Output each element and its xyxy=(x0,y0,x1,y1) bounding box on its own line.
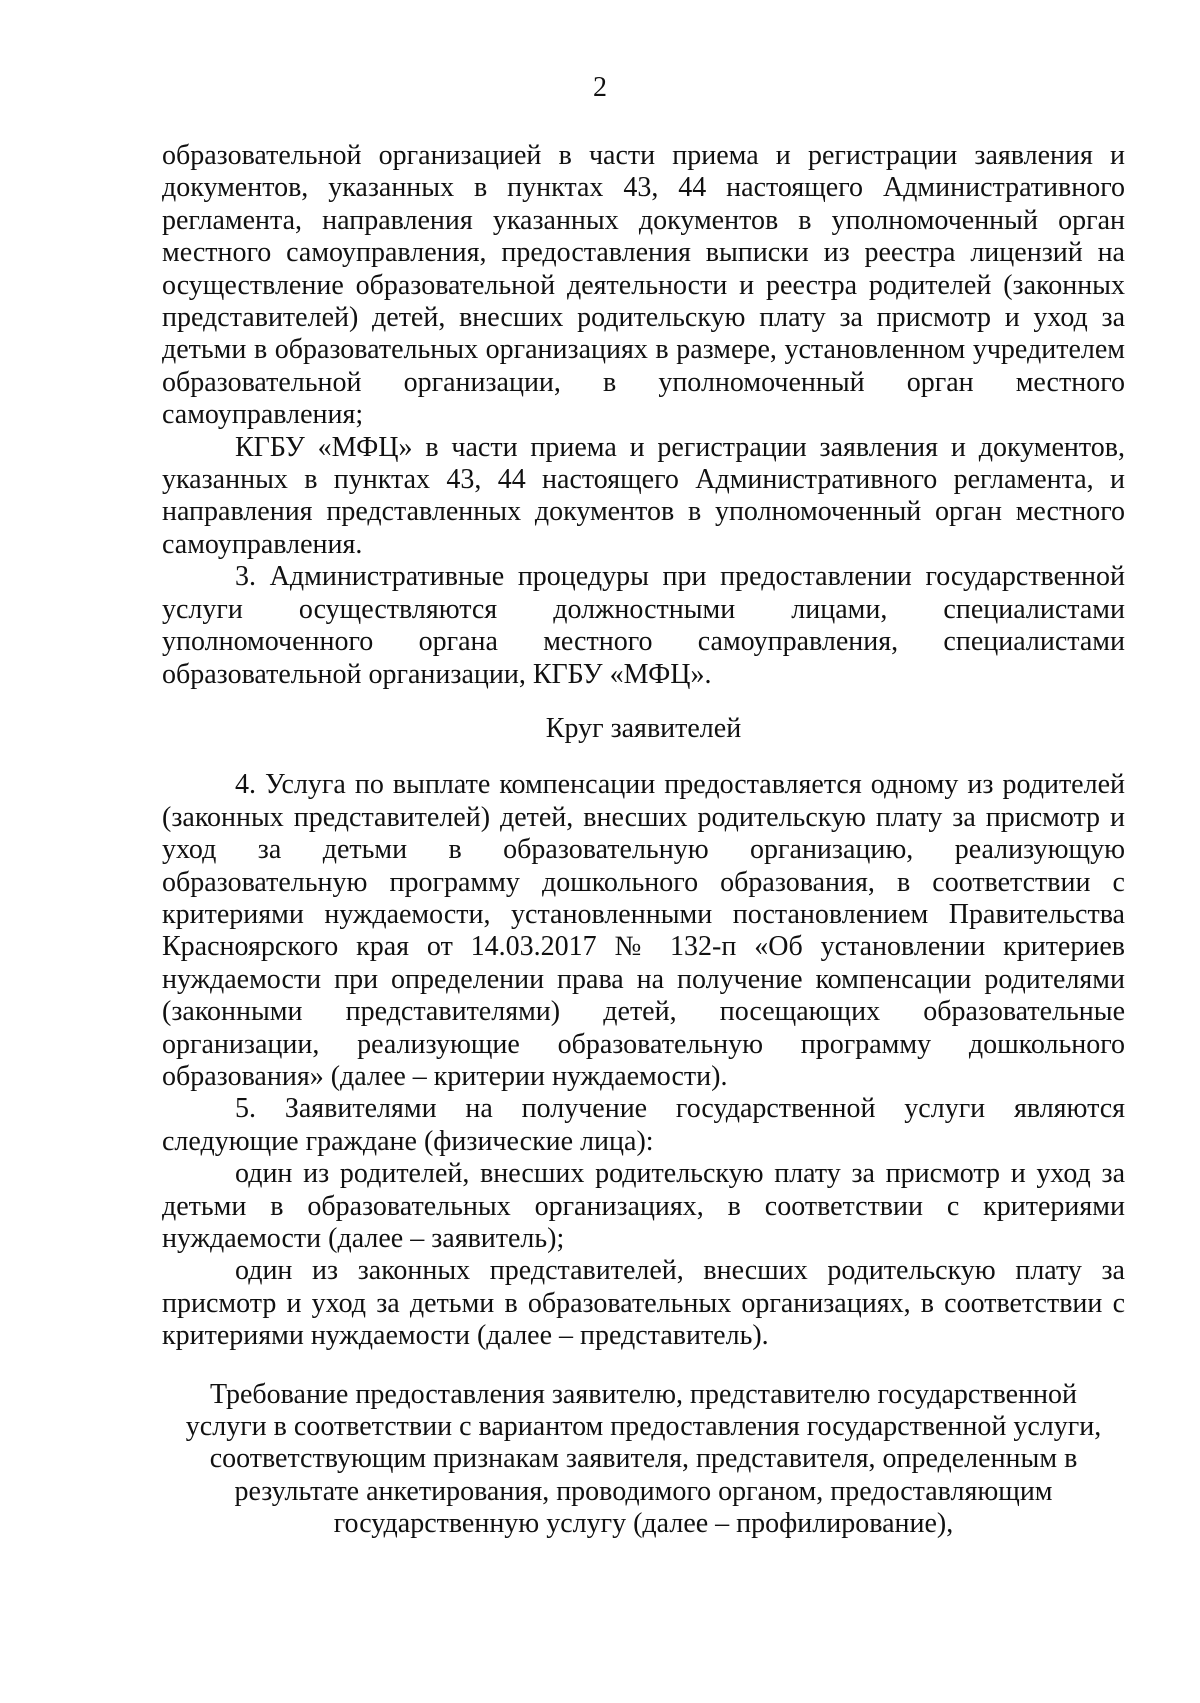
paragraph-continuation: образовательной организацией в части приема и регистрации заявления и документов, указанных в пунктах 43, 44 настоящего Административного регламента, направления указанных документов в уполномоченный орган местного самоуправления, предоставления выписки из реестра лицензий на осуществление образовательной деятельности и реестра родителей (законных представителей) детей, внесших родительскую плату за присмотр и уход за детьми в образовательных организациях в размере, установленном учредителем образовательной организации, в уполномоченный орган местного самоуправления; xyxy=(162,140,1125,431)
paragraph-item-4: 4. Услуга по выплате компенсации предоставляется одному из родителей (законных представителей) детей, внесших родительскую плату за присмотр и уход за детьми в образовательную организацию, реализующую образовательную программу дошкольного образования, в соответствии с критериями нуждаемости, установленными постановлением Правительства Красноярского края от 14.03.2017 № 132-п «Об установлении критериев нуждаемости при определении права на получение компенсации родителями (законными представителями) детей, посещающих образовательные организации, реализующие образовательную программу дошкольного образования» (далее – критерии нуждаемости). xyxy=(162,769,1125,1092)
paragraph-item-3: 3. Административные процедуры при предоставлении государственной услуги осуществляются должностными лицами, специалистами уполномоченного органа местного самоуправления, специалистами образовательной организации, КГБУ «МФЦ». xyxy=(162,561,1125,690)
paragraph-applicant-parent: один из родителей, внесших родительскую плату за присмотр и уход за детьми в образовательных организациях, в соответствии с критериями нуждаемости (далее – заявитель); xyxy=(162,1158,1125,1254)
page-number: 2 xyxy=(593,72,607,103)
section-heading-profiling-line: соответствующим признакам заявителя, представителя, определенным в xyxy=(209,1443,1078,1475)
section-heading-profiling-line: государственную услугу (далее – профилирование), xyxy=(333,1508,954,1540)
section-heading-profiling-line: результате анкетирования, проводимого органом, предоставляющим xyxy=(234,1475,1053,1507)
section-heading-profiling xyxy=(162,1379,1125,1541)
section-heading-profiling-line: Требование предоставления заявителю, представителю государственной xyxy=(209,1378,1078,1410)
paragraph-applicant-representative: один из законных представителей, внесших родительскую плату за присмотр и уход за детьми в образовательных организациях, в соответствии с критериями нуждаемости (далее – представитель). xyxy=(162,1255,1125,1352)
paragraph-item-5: 5. Заявителями на получение государственной услуги являются следующие граждане (физические лица): xyxy=(162,1093,1125,1157)
paragraph-mfc-role: КГБУ «МФЦ» в части приема и регистрации заявления и документов, указанных в пунктах 43, 44 настоящего Административного регламента, и направления представленных документов в уполномоченный орган местного самоуправления. xyxy=(162,431,1125,560)
section-heading-profiling-line: услуги в соответствии с вариантом предоставления государственной услуги, xyxy=(185,1411,1102,1443)
section-heading-applicants: Круг заявителей xyxy=(545,712,742,744)
document-body xyxy=(162,140,1125,1541)
